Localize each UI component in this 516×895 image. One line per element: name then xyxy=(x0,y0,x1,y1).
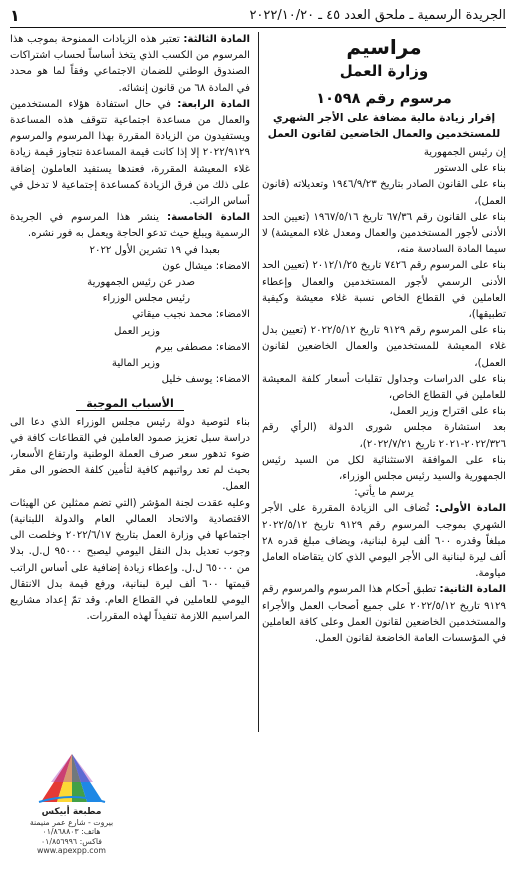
preamble-paragraph: إن رئيس الجمهورية xyxy=(423,147,506,158)
page-header xyxy=(10,4,506,26)
left-column xyxy=(10,32,250,625)
header-divider xyxy=(10,27,506,28)
article-5 xyxy=(10,210,250,242)
decree-subject-line-2: للمستخدمين والعمال الخاضعين لقانون العمل xyxy=(267,128,501,140)
preamble-paragraph: بناء على المرسوم رقم ٧٤٢٦ تاريخ ٢٠١٢/١/٢٥ (تعيين الحد الأدنى الرسمي لأجور المستخدمين والعمال وإعطاء العاملين في القطاع الخاص نسبة غلاء معيشة وكيفية تطبيقها)، xyxy=(262,260,507,321)
section-title: مراسيم xyxy=(346,35,422,59)
page-number: ١ xyxy=(10,5,20,25)
signature-line: الامضاء: يوسف خليل xyxy=(161,374,250,386)
apex-logo-icon xyxy=(37,752,107,808)
preamble-paragraph: بناء على الدراسات وجداول تقلبات أسعار كلفة المعيشة للعاملين في القطاع الخاص، xyxy=(262,373,506,402)
article-1-label: المادة الأولى: xyxy=(435,503,506,515)
article-4-text: في حال استفادة هؤلاء المستخدمين والعمال من مساعدة اجتماعية تتوقف هذه المساعدة ويستفيدون من الزيادة المقررة بهذا المرسوم والمرسوم ٢٠٢٢/٩١٢٩ إلا إذا كانت قيمة المساعدة تتجاوز قيمة زيادة غلاء المعيشة المقررة، فعندها يستفيد العاملون إضافة على ذلك من فرق الزيادة كمساعدة إجتماعية لا تدخل في أساس الراتب. xyxy=(10,98,250,208)
decree-subject-line-1: إقرار زيادة مالية مضافة على الأجر الشهري xyxy=(272,112,496,124)
article-3 xyxy=(10,32,250,97)
printer-website: www.apexpp.com xyxy=(37,846,106,855)
article-3-label: المادة الثالثة: xyxy=(183,34,250,45)
preamble-paragraph: بناء على المرسوم رقم ٩١٢٩ تاريخ ٢٠٢٢/٥/١٢ (تعيين بدل غلاء المعيشة للمستخدمين والعمال الخاضعين لقانون العمل)، xyxy=(262,325,506,369)
printer-name: مطبعة أبيكس xyxy=(41,807,102,817)
reasons-heading: الأسباب الموجبة xyxy=(10,396,250,412)
article-4-label: المادة الرابعة: xyxy=(177,98,250,110)
printer-address: بيروت - شارع عمر منيمنة xyxy=(29,817,114,827)
article-2 xyxy=(262,582,506,647)
article-5-label: المادة الخامسة: xyxy=(167,212,250,224)
article-2-label: المادة الثانية: xyxy=(439,584,506,596)
signature-line: الامضاء: ميشال عون xyxy=(162,260,250,272)
preamble-paragraph: بناء على الموافقة الاستثنائية لكل من السيد رئيس الجمهورية والسيد رئيس مجلس الوزراء، xyxy=(262,454,506,483)
signature-line: وزير العمل xyxy=(114,325,160,337)
preamble-paragraph: بناء على القانون الصادر بتاريخ ١٩٤٦/٩/٢٣ وتعديلاته (قانون العمل)، xyxy=(262,179,506,207)
article-1 xyxy=(262,501,506,582)
reasons-paragraph: بناء لتوصية دولة رئيس مجلس الوزراء الذي دعا الى دراسة سبل تعزيز صمود العاملين في القطاعات كافة في ضوء تدهور سعر صرف العملة الوطنية وارتفاع الأسعار، بحيث لم تعد رواتبهم كافية لتأمين كلفة الحضور الى مقر العمل. xyxy=(10,416,250,493)
reasons-paragraph: وعليه عقدت لجنة المؤشر (التي تضم ممثلين عن الهيئات الاقتصادية والاتحاد العمالي العام والدولة اللبنانية) اجتماعها في وزارة العمل بتاريخ ٢٠٢٢/٦/١٧ وخلصت الى وجوب تعديل بدل النقل اليومي ليصبح ٩٥٠٠٠ ل.ل. بدلا من ٦٥٠٠٠ ل.ل. وإعطاء زيادة إضافية على أساس الراتب قيمتها ٦٠٠ ألف ليرة لبنانية، ورفع قيمة بدل الانتقال اليومي للعاملين في القطاع العام. وقد تمّ إعداد مشاريع المراسيم اللازمة تنفيذاً لهذه المقررات. xyxy=(10,497,251,623)
ministry-title: وزارة العمل xyxy=(339,62,429,80)
right-column xyxy=(262,32,506,647)
header-title: الجريدة الرسمية ـ ملحق العدد ٤٥ ـ ٢٠٢٢/١٠/٢٠ xyxy=(249,7,506,23)
signature-line: صدر عن رئيس الجمهورية xyxy=(87,277,195,289)
printer-fax: فاكس: ٠١/٨٥٦٩٩٦ xyxy=(40,836,102,846)
article-1-text: تُضاف الى الزيادة المقررة على الأجر الشهري بموجب المرسوم رقم ٩١٢٩ تاريخ ٢٠٢٢/٥/١٢ مبلغاً وقدره ٦٠٠ ألف ليرة لبنانية، ويضاف مبلغ قدره ٢٨ ألف ليرة لبنانية الى الأجر اليومي الذي كان يتقاضاه العامل مياومة. xyxy=(262,503,507,580)
preamble-paragraph: بناء على اقتراح وزير العمل، xyxy=(389,406,506,418)
printer-phone: هاتف: ٠١/٨٦٨٨٠٣ xyxy=(42,827,101,836)
article-4 xyxy=(10,97,250,210)
article-5-text: ينشر هذا المرسوم في الجريدة الرسمية ويبلغ حيث تدعو الحاجة ويعمل به فور نشره. xyxy=(10,212,250,240)
preamble-paragraph: بعد استشارة مجلس شورى الدولة (الرأي رقم ٢٠٢٢/٣٢٦-٢٠٢١ تاريخ ٢٠٢٢/٧/٢١)، xyxy=(262,422,506,450)
signature-line: رئيس مجلس الوزراء xyxy=(102,293,190,305)
signature-line: وزير المالية xyxy=(111,358,160,370)
signature-line: الامضاء: مصطفى بيرم xyxy=(155,341,250,353)
article-2-text: تطبق أحكام هذا المرسوم والمرسوم رقم ٩١٢٩ تاريخ ٢٠٢٢/٥/١٢ على جميع أصحاب العمل والأجراء والمستخدمين الخاضعين لقانون العمل وعلى كافة العاملين في المؤسسات العامة الخاضعة لقانون العمل. xyxy=(262,584,506,645)
article-3-text: تعتبر هذه الزيادات الممنوحة بموجب هذا المرسوم من الكسب الذي يتخذ أساساً لحساب اشتراكات الصندوق الوطني للضمان الاجتماعي وفقاً لما هو محدد في المادة ٦٨ من قانون إنشائه. xyxy=(10,34,250,94)
decree-date: بعبدا في ١٩ تشرين الأول ٢٠٢٢ xyxy=(89,244,220,256)
printer-logo xyxy=(14,752,129,882)
signature-line: الامضاء: محمد نجيب ميقاتي xyxy=(132,309,250,321)
preamble-paragraph: بناء على القانون رقم ٦٧/٣٦ تاريخ ١٩٦٧/٥/١٦ (تعيين الحد الأدنى لأجور المستخدمين والعمال ومعدل غلاء المعيشة) لا سيما المادة السادسة منه، xyxy=(262,211,507,256)
preamble-paragraph: بناء على الدستور xyxy=(434,163,506,175)
decree-number: مرسوم رقم ١٠٥٩٨ xyxy=(316,91,452,107)
column-divider xyxy=(258,32,259,732)
decree-formula: يرسم ما يأتي: xyxy=(354,487,414,499)
